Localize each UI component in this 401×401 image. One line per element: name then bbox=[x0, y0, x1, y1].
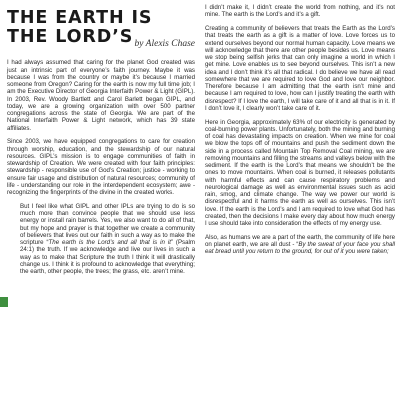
paragraph-mission: Since 2003, we have equipped congregations to care for creation through worship, education, and the stewardship of our natural resources. GIPL’s mission is to engage communities of faith in stewardship of Creation. We were created with four faith principles: stewardship - responsible use of God’s Creation; justice - working to ensure fair usage and distribution of natural resources; community of life - understanding our role in the interdependent ecosystem; awe - recognizing the fingerprints of the divine in the created works. bbox=[7, 138, 195, 196]
scripture-quote-genesis: By the sweat of your face you shall eat bread until you return to the ground, for out of it you were taken; bbox=[205, 241, 396, 256]
paragraph-hope bbox=[7, 203, 195, 276]
paragraph-gift: I didn’t make it, I didn’t create the world from nothing, and it’s not mine. The earth is the Lord’s and it’s a gift. bbox=[205, 4, 395, 19]
right-column bbox=[205, 0, 395, 262]
paragraph-hope-text-1: But I feel like what GIPL and other IPLs are trying to do is so much more than convince people that we should use less energy or install rain barrels. Yes, we also want to do all of that, but my hope and prayer is that together we create a community of believers that lives out our faith in such a way as to make the scripture “ bbox=[20, 202, 195, 246]
title-line-2: THE LORD’S bbox=[7, 27, 134, 47]
paragraph-dust bbox=[205, 234, 395, 256]
paragraph-intro: I had always assumed that caring for the planet God created was just an intrinsic part of everyone’s faith journey. Maybe it was because I was from the country or maybe it’s because I married someone from Oregon? Caring for the earth is now my full time job; I am the Executive Director of Georgia Interfaith Power & Light (GIPL). In 2003, Rev. Woody Bartlett and Carol Barlett began GIPL, and today, we are a growing organization with over 500 partner congregations across the state of Georgia. We are part of the National Interfaith Power & Light network, which has 39 state affiliates. bbox=[7, 59, 195, 132]
page-edge-tab bbox=[0, 297, 8, 307]
author-byline: by Alexis Chase bbox=[134, 39, 195, 49]
title-line-1: THE EARTH IS bbox=[7, 8, 153, 28]
paragraph-dust-text: Also, as humans we are a part of the earth, the community of life here on planet earth, we are all dust - “ bbox=[205, 233, 395, 248]
left-column bbox=[7, 0, 195, 282]
paragraph-love: Creating a community of believers that treats the Earth as the Lord’s that treats the earth as a gift is a matter of love. Love forces us to extend ourselves beyond our normal human capacity. Love means we will acknowledge that there are other people besides us. Love means we stop being selfish jerks that can only imagine a world in which I get mine. Love enables us to see beyond ourselves. This isn’t a new idea and I don’t think it’s all that radical. I do believe we have all read somewhere that we are required to love God and love our neighbor. Therefore because I am admitting that the earth isn’t mine and because I am required to love, how can I justify treating the earth with disrespect? If I love the earth, I will take care of it and all that is in it. If I don’t love it, I clearly won’t take care of it. bbox=[205, 25, 396, 112]
scripture-quote-psalm: The earth is the Lord’s and all that is in it bbox=[48, 239, 171, 246]
paragraph-hope-text-2: ” (Psalm 24:1) the truth. If we acknowledge and live our lives in such a way as to make that Scripture the truth I think it will drastically change us. I think it is profound to acknowledge that everything; the earth, other people, the trees; the grass, etc. aren’t mine. bbox=[20, 239, 196, 275]
paragraph-georgia-coal: Here in Georgia, approximately 63% of our electricity is generated by coal-burning power plants. Unfortunately, both the mining and burning of coal has devastating impacts on creation. When we mine for coal we blow the tops off of mountains and push the sediment down the side in a process called Mountain Top Removal Coal mining, we are removing mountains and filling the streams and valleys below with the sediment. If the earth is the Lord’s that means we shouldn’t be the ones to move mountains. When coal is burned, it releases pollutants with harmful effects and can cause respiratory problems and neurological damage as well as environmental issues such as acid rain, smog, and climate change. The way we power our world is disrespectful and it harms the earth as well as ourselves. This isn’t love. If the earth is the Lord’s and I am required to love what God has created, then the decisions I make every day about how much energy I use should take into consideration the effects of my energy use. bbox=[205, 118, 395, 227]
